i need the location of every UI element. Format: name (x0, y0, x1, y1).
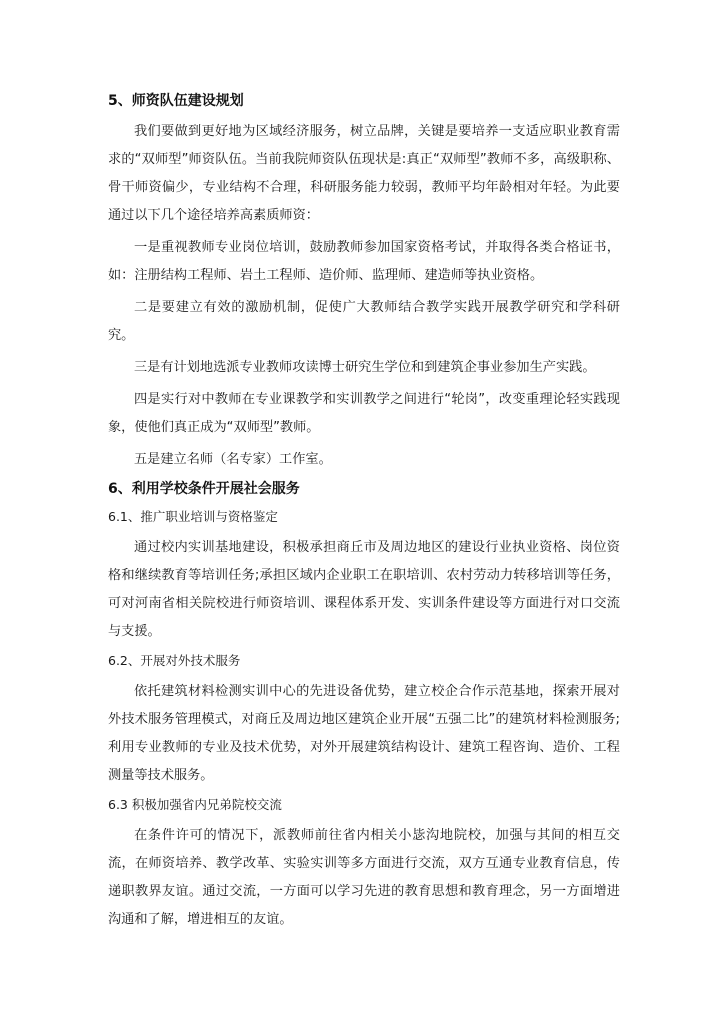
section-6-3-heading: 6.3 积极加强省内兄弟院校交流 (108, 797, 282, 812)
section-5-heading: 5、师资队伍建设规划 (108, 93, 244, 109)
section-6-1-heading: 6.1、推广职业培训与资格鉴定 (108, 509, 278, 524)
section-5-paragraph-one: 一是重视教师专业岗位培训，鼓励教师参加国家资格考试，并取得各类合格证书，如：注册结构工程师、岩土工程师、造价师、监理师、建造师等执业资格。 (108, 240, 620, 283)
section-5-paragraph-five: 五是建立名师（名专家）工作室。 (134, 452, 332, 467)
section-5-paragraph-intro: 我们要做到更好地为区域经济服务，树立品牌，关键是要培养一支适应职业教育需求的“双师型”师资队伍。当前我院师资队伍现状是:真正“双师型”教师不多，高级职称、骨干师资偏少，专业结构不合理，科研服务能力较弱，教师平均年龄相对年轻。为此要通过以下几个途径培养高素质师资： (108, 124, 620, 223)
section-5-paragraph-four: 四是实行对中教师在专业课教学和实训教学之间进行“轮岗”，改变重理论轻实践现象，使他们真正成为“双师型”教师。 (108, 392, 620, 435)
section-6-heading: 6、利用学校条件开展社会服务 (108, 481, 300, 497)
section-5-paragraph-three: 三是有计划地选派专业教师攻读博士研究生学位和到建筑企事业参加生产实践。 (134, 360, 596, 375)
section-6-2-heading: 6.2、开展对外技术服务 (108, 653, 241, 668)
section-6-2-paragraph: 依托建筑材料检测实训中心的先进设备优势，建立校企合作示范基地，探索开展对外技术服务管理模式，对商丘及周边地区建筑企业开展“五强二比”的建筑材料检测服务;利用专业教师的专业及技术优势，对外开展建筑结构设计、建筑工程咨询、造价、工程测量等技术服务。 (108, 684, 620, 783)
document-body (108, 88, 620, 934)
section-5-paragraph-two: 二是要建立有效的激励机制，促使广大教师结合教学实践开展教学研究和学科研究。 (108, 300, 620, 343)
section-6-3-paragraph: 在条件许可的情况下，派教师前往省内相关小毖沟地院校，加强与其间的相互交流，在师资培养、教学改革、实验实训等多方面进行交流，双方互通专业教育信息，传递职教界友谊。通过交流，一方面可以学习先进的教育思想和教育理念，另一方面增进沟通和了解，增进相互的友谊。 (108, 828, 620, 927)
section-6-1-paragraph: 通过校内实训基地建设，积极承担商丘市及周边地区的建设行业执业资格、岗位资格和继续教育等培训任务;承担区域内企业职工在职培训、农村劳动力转移培训等任务，可对河南省相关院校进行师资培训、课程体系开发、实训条件建设等方面进行对口交流与支援。 (108, 540, 620, 639)
